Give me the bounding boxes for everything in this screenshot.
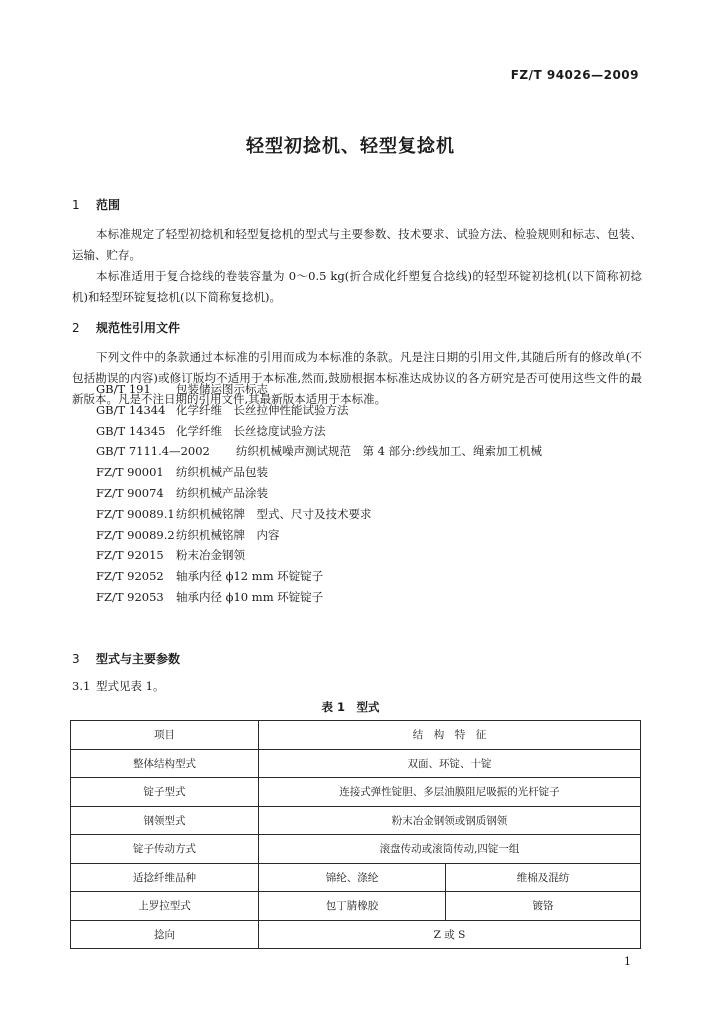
section-number: 2 (72, 321, 80, 335)
table-row (71, 920, 641, 949)
row-value: 粉末冶金钢领或钢质钢领 (259, 806, 641, 835)
row-label: 锭子传动方式 (71, 835, 259, 864)
section-1-heading (72, 196, 120, 213)
clause-text: 型式见表 1。 (96, 679, 165, 693)
reference-item (96, 421, 542, 442)
table-header-label: 项目 (71, 721, 259, 750)
section-3-heading (72, 650, 180, 667)
row-label: 整体结构型式 (71, 749, 259, 778)
section-2-heading (72, 319, 180, 336)
reference-title: 化学纤维 长丝捻度试验方法 (176, 423, 326, 438)
table-row (71, 749, 641, 778)
clause-number: 3.1 (72, 679, 91, 693)
row-label: 锭子型式 (71, 778, 259, 807)
table-caption: 表 1 型式 (321, 700, 380, 714)
reference-item (96, 483, 542, 504)
row-value: Z 或 S (259, 920, 641, 949)
reference-code: FZ/T 92052 (96, 569, 164, 584)
table-row (71, 835, 641, 864)
section-title: 范围 (96, 198, 121, 212)
row-label: 钢领型式 (71, 806, 259, 835)
reference-code: GB/T 14345 (96, 423, 166, 438)
clause-3-1 (72, 678, 164, 694)
row-value: 锦纶、涤纶 (259, 863, 446, 892)
type-table (70, 720, 641, 949)
row-value: 维棉及混纺 (446, 863, 641, 892)
reference-code: GB/T 7111.4—2002 (96, 444, 210, 459)
reference-item (96, 379, 542, 400)
reference-code: FZ/T 90089.1 (96, 506, 175, 521)
reference-code: FZ/T 90089.2 (96, 527, 175, 542)
table-header-value: 结 构 特 征 (259, 721, 641, 750)
row-value: 包丁腈橡胶 (259, 892, 446, 921)
reference-title: 粉末冶金钢领 (176, 548, 245, 563)
reference-title: 轴承内径 ϕ10 mm 环锭锭子 (176, 589, 324, 604)
page-number: 1 (624, 955, 631, 968)
table-row (71, 863, 641, 892)
reference-title: 纺织机械铭牌 内容 (176, 527, 280, 542)
reference-item (96, 566, 542, 587)
reference-title: 纺织机械产品包装 (176, 465, 268, 480)
reference-code: FZ/T 92053 (96, 589, 164, 604)
reference-item (96, 504, 542, 525)
reference-code: FZ/T 92015 (96, 548, 164, 563)
reference-code: GB/T 14344 (96, 402, 166, 417)
reference-item (96, 441, 542, 462)
reference-item (96, 525, 542, 546)
section-number: 1 (72, 198, 80, 212)
section-1-paragraph-1: 本标准规定了轻型初捻机和轻型复捻机的型式与主要参数、技术要求、试验方法、检验规则和标志、包装、运输、贮存。 (72, 227, 642, 262)
section-number: 3 (72, 652, 80, 666)
section-title: 型式与主要参数 (96, 652, 181, 666)
reference-code: FZ/T 90001 (96, 465, 164, 480)
reference-code: FZ/T 90074 (96, 485, 164, 500)
reference-item (96, 400, 542, 421)
row-value: 连接式弹性锭胆、多层油膜阻尼吸振的光杆锭子 (259, 778, 641, 807)
row-value: 镀铬 (446, 892, 641, 921)
reference-code: GB/T 191 (96, 382, 151, 396)
standard-code: FZ/T 94026—2009 (510, 68, 639, 82)
reference-item (96, 462, 542, 483)
section-2-paragraph: 下列文件中的条款通过本标准的引用而成为本标准的条款。凡是注日期的引用文件,其随后所有的修改单(不包括勘误的内容)或修订版均不适用于本标准,然而,鼓励根据本标准达成协议的各方研究是否可使用这些文件的最新版本。凡是不注日期的引用文件,其最新版本适用于本标准。 (72, 350, 642, 406)
row-label: 捻向 (71, 920, 259, 949)
reference-item (96, 587, 542, 608)
row-value: 双面、环锭、十锭 (259, 749, 641, 778)
reference-item (96, 545, 542, 566)
reference-title: 纺织机械产品涂装 (176, 485, 268, 500)
reference-title: 纺织机械噪声测试规范 第 4 部分:纱线加工、绳索加工机械 (236, 444, 542, 459)
table-row (71, 806, 641, 835)
table-row (71, 892, 641, 921)
row-label: 适捻纤维品种 (71, 863, 259, 892)
reference-title: 纺织机械铭牌 型式、尺寸及技术要求 (176, 506, 372, 521)
section-1-paragraph-2: 本标准适用于复合捻线的卷装容量为 0～0.5 kg(折合成化纤塑复合捻线)的轻型环锭初捻机(以下简称初捻机)和轻型环锭复捻机(以下简称复捻机)。 (72, 269, 642, 304)
row-label: 上罗拉型式 (71, 892, 259, 921)
row-value: 滚盘传动或滚筒传动,四锭一组 (259, 835, 641, 864)
document-title: 轻型初捻机、轻型复捻机 (246, 136, 455, 157)
reference-title: 化学纤维 长丝拉伸性能试验方法 (176, 402, 349, 417)
reference-title: 轴承内径 ϕ12 mm 环锭锭子 (176, 569, 324, 584)
reference-title: 包装储运图示标志 (176, 382, 268, 396)
reference-list (96, 379, 542, 608)
section-title: 规范性引用文件 (96, 321, 181, 335)
table-header-row (71, 721, 641, 750)
table-row (71, 778, 641, 807)
